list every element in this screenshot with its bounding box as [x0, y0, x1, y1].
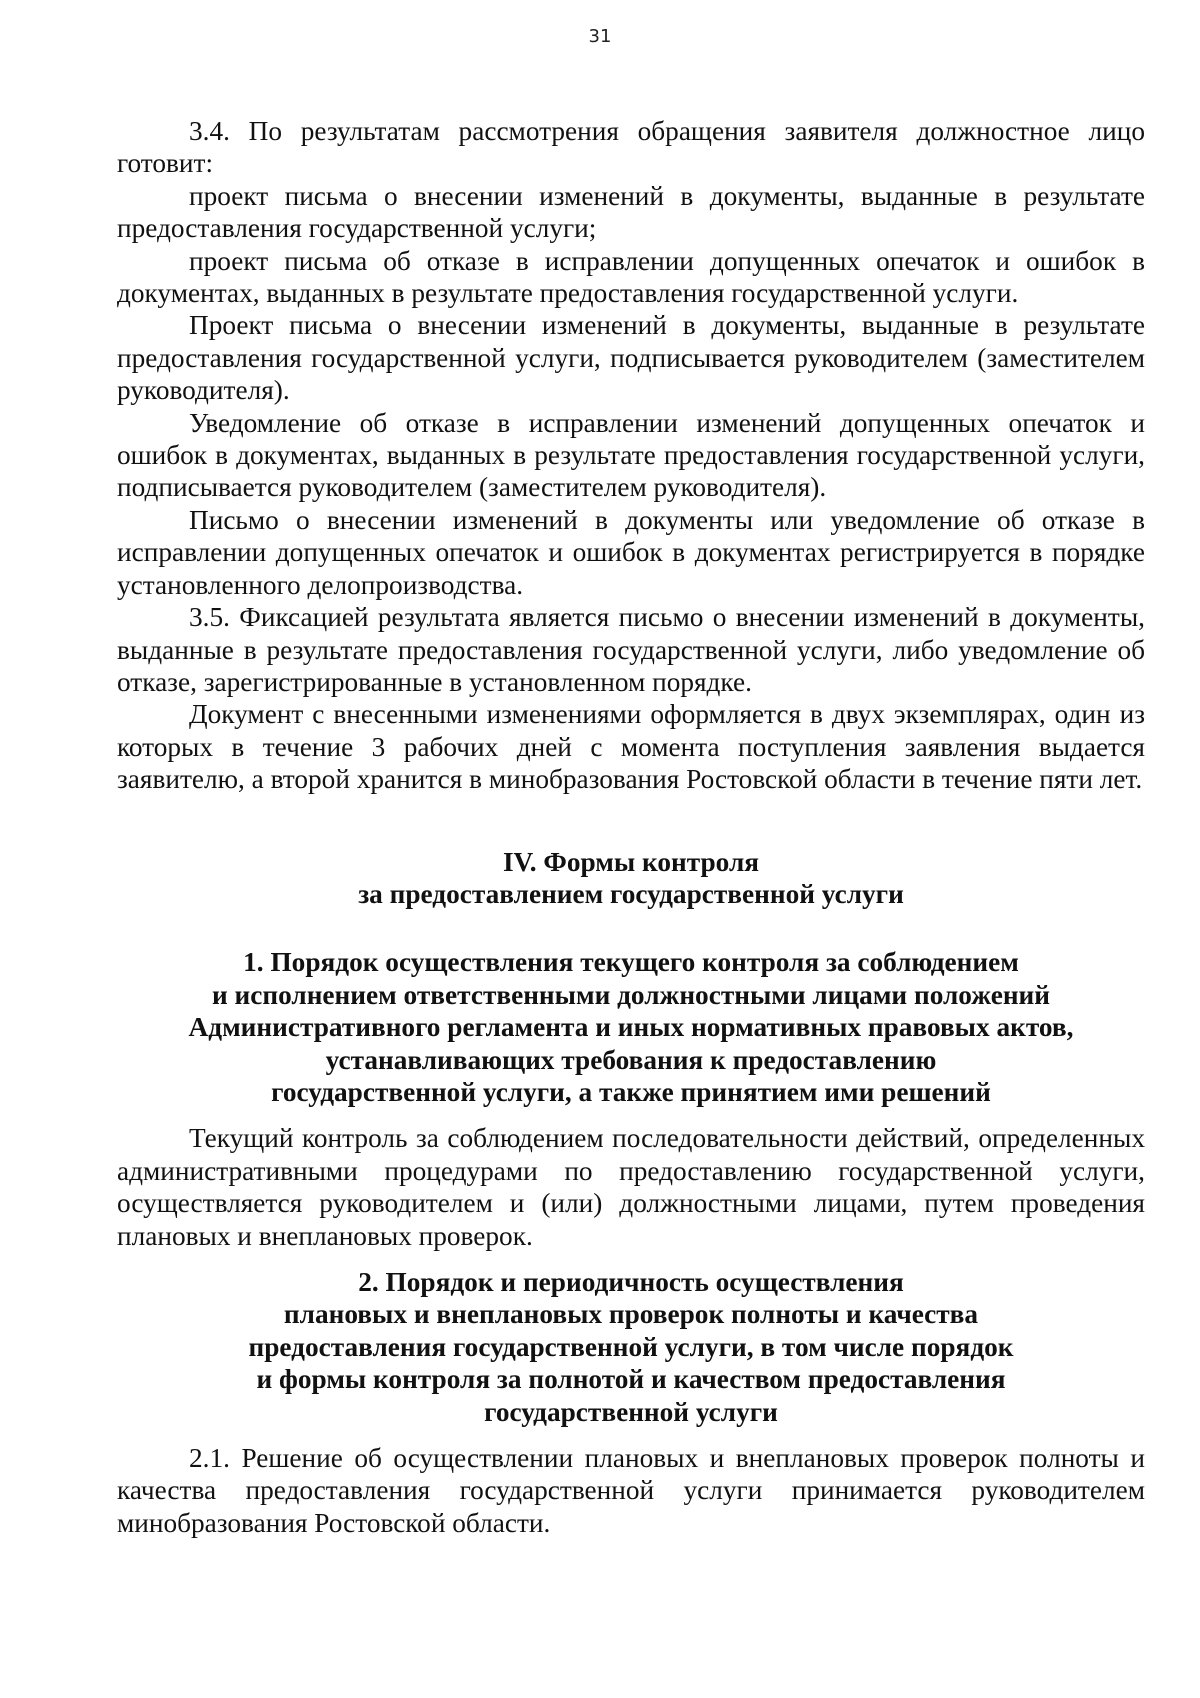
- section-heading-line: за предоставлением государственной услуги: [358, 878, 904, 909]
- subsection-heading-line: Административного регламента и иных нормативных правовых актов,: [188, 1012, 1074, 1043]
- paragraph-draft-refusal: проект письма об отказе в исправлении допущенных опечаток и ошибок в документах, выданных в результате предоставления государственной услуги.: [117, 245, 1145, 309]
- subsection-heading-line: и формы контроля за полнотой и качеством предоставления: [256, 1364, 1006, 1395]
- paragraph-registration: Письмо о внесении изменений в документы или уведомление об отказе в исправлении допущенных опечаток и ошибок в документах регистрируется в порядке установленного делопроизводства.: [117, 504, 1145, 600]
- paragraph-draft-signing: Проект письма о внесении изменений в документы, выданные в результате предоставления государственной услуги, подписывается руководителем (заместителем руководителя).: [117, 310, 1145, 406]
- section-heading: [117, 846, 1145, 911]
- paragraph-3-4: 3.4. По результатам рассмотрения обращения заявителя должностное лицо готовит:: [117, 116, 1145, 179]
- section-heading-line: IV. Формы контроля: [502, 846, 760, 877]
- subsection-heading-line: устанавливающих требования к предоставлению: [325, 1044, 937, 1075]
- subsection-heading-line: предоставления государственной услуги, в том числе порядок: [248, 1331, 1014, 1362]
- subsection-heading-line: государственной услуги: [484, 1396, 778, 1427]
- paragraph-refusal-notice: Уведомление об отказе в исправлении изменений допущенных опечаток и ошибок в документах, выданных в результате предоставления государственной услуги, подписывается руководителем (заместителем руководителя).: [117, 407, 1145, 503]
- subsection-1-heading: [117, 946, 1145, 1108]
- subsection-heading-line: и исполнением ответственными должностными лицами положений: [211, 979, 1051, 1010]
- paragraph-draft-changes: проект письма о внесении изменений в документы, выданные в результате предоставления государственной услуги;: [117, 180, 1145, 244]
- subsection-heading-line: государственной услуги, а также принятием ими решений: [271, 1076, 991, 1107]
- paragraph-3-5: 3.5. Фиксацией результата является письмо о внесении изменений в документы, выданные в результате предоставления государственной услуги, либо уведомление об отказе, зарегистрированные в установленном порядке.: [117, 602, 1145, 697]
- subsection-heading-line: 2. Порядок и периодичность осуществления: [358, 1267, 904, 1297]
- subsection-2-heading: [117, 1266, 1145, 1428]
- subsection-heading-line: 1. Порядок осуществления текущего контроля за соблюдением: [243, 947, 1019, 978]
- document-body: [117, 115, 1145, 1539]
- paragraph-2-1: 2.1. Решение об осуществлении плановых и внеплановых проверок полноты и качества предоставления государственной услуги принимается руководителем минобразования Ростовской области.: [117, 1443, 1145, 1538]
- subsection-heading-line: плановых и внеплановых проверок полноты и качества: [283, 1299, 979, 1330]
- page-number: 31: [588, 26, 612, 47]
- paragraph-current-control: Текущий контроль за соблюдением последовательности действий, определенных административными процедурами по предоставлению государственной услуги, осуществляется руководителем и (или) должностными лицами, путем проведения плановых и внеплановых проверок.: [117, 1123, 1145, 1251]
- paragraph-document-copies: Документ с внесенными изменениями оформляется в двух экземплярах, один из которых в течение 3 рабочих дней с момента поступления заявления выдается заявителю, а второй хранится в минобразования Ростовской области в течение пяти лет.: [117, 699, 1145, 795]
